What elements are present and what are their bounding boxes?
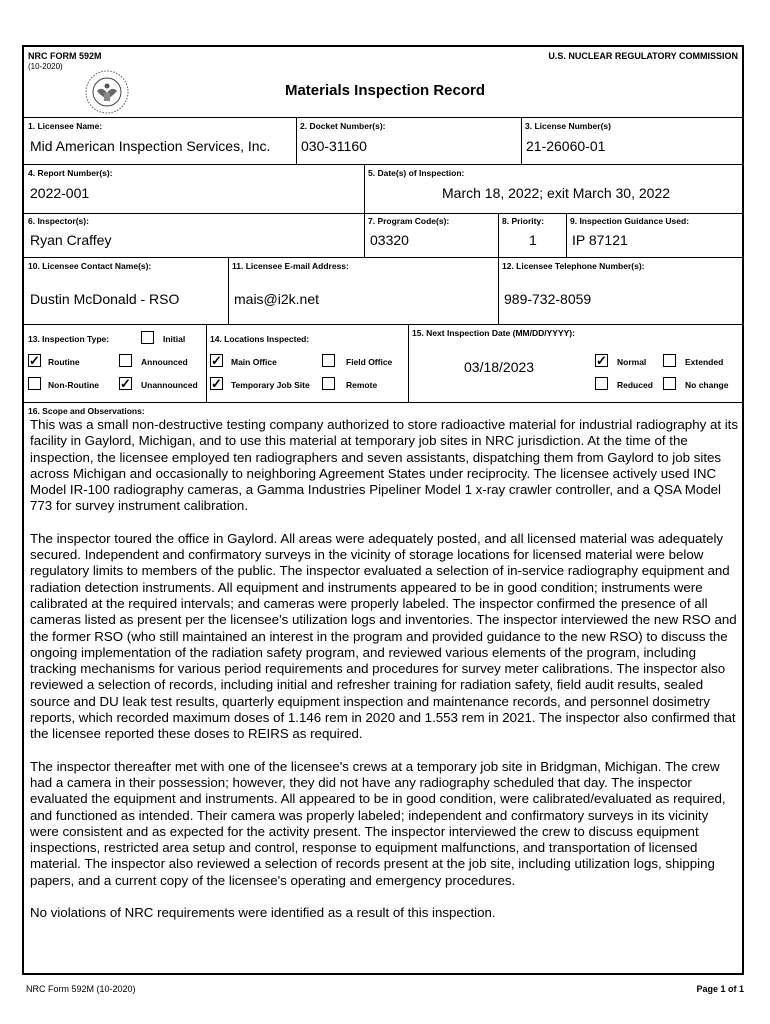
guidance-label: 9. Inspection Guidance Used: [570,216,690,226]
temporary-job-site-label: Temporary Job Site [231,380,310,390]
email-value: mais@i2k.net [234,291,320,307]
extended-checkbox[interactable] [663,354,676,367]
routine-label: Routine [48,357,80,367]
docket-value: 030-31160 [301,138,367,154]
scope-paragraph: No violations of NRC requirements were identified as a result of this inspection. [30,905,496,921]
report-value: 2022-001 [30,185,90,201]
agency-name: U.S. NUCLEAR REGULATORY COMMISSION [548,51,738,61]
inspector-value: Ryan Craffey [30,232,112,248]
phone-value: 989-732-8059 [504,291,592,307]
routine-checkbox[interactable]: ✓ [29,353,40,368]
footer-form: NRC Form 592M (10-2020) [26,984,136,994]
locations-label: 14. Locations Inspected: [210,334,310,344]
unannounced-label: Unannounced [141,380,198,390]
inspection-form [22,45,744,975]
scope-text [30,417,740,937]
license-value: 21-26060-01 [526,138,606,154]
docket-label: 2. Docket Number(s): [300,121,386,131]
licensee-name-label: 1. Licensee Name: [28,121,103,131]
normal-checkbox[interactable]: ✓ [596,353,607,368]
normal-label: Normal [617,357,647,367]
non-routine-label: Non-Routine [48,380,99,390]
page-title: Materials Inspection Record [284,82,486,99]
contact-value: Dustin McDonald - RSO [30,291,180,307]
contact-label: 10. Licensee Contact Name(s): [28,261,152,271]
phone-label: 12. Licensee Telephone Number(s): [502,261,645,271]
scope-paragraph: The inspector toured the office in Gaylord. All areas were adequately posted, and all licensed material was adequately secured. Independent and confirmatory surveys in the vicinity of storage locations for licensed material were below regulatory limits to members of the public. The inspector evaluated a selection of in-service radiography equipment and radiation detection instruments. All equipment and instruments appeared to be in good condition; instruments were calibrated at the required intervals; and cameras were properly labeled. The inspector confirmed the presence of all cameras listed as present per the licensee's utilization logs and inventories. The inspector interviewed the new RSO and the former RSO (who still maintained an interest in the program and provided guidance to the new RSO) to discuss the ongoing implementation of the radiation safety program, and reviewed various elements of the program, including tracking mechanisms for various period requirements and procedures for survey meter calibrations. The inspector also reviewed a selection of records, including initial and refresher training for radiation safety, field audit results, sealed source and DU leak test results, quarterly equipment inspection and maintenance records, and personnel dosimetry reports, which recorded maximum doses of 1.146 rem in 2020 and 1.553 rem in 2021. The inspector also confirmed that the licensee reported these doses to REIRS as required. [30,530,737,742]
footer-page: Page 1 of 1 [696,984,744,994]
next-inspection-label: 15. Next Inspection Date (MM/DD/YYYY): [412,328,575,338]
remote-checkbox[interactable] [322,377,335,390]
reduced-label: Reduced [617,380,653,390]
main-office-label: Main Office [231,357,277,367]
form-number: NRC FORM 592M [28,51,102,61]
license-label: 3. License Number(s) [525,121,611,131]
form-date: (10-2020) [28,62,63,71]
remote-label: Remote [346,380,378,390]
guidance-value: IP 87121 [572,232,628,248]
field-office-checkbox[interactable] [322,354,335,367]
no-change-label: No change [685,380,729,390]
scope-paragraph: The inspector thereafter met with one of the licensee's crews at a temporary job site in Bridgman, Michigan. The crew had a camera in their possession; however, they did not have any radiography scheduled that day. The inspector evaluated the equipment and instruments. All appeared to be in good condition, were calibrated/evaluated as required, and functioned as intended. Their camera was properly labeled; independent and confirmatory surveys in its vicinity were consistent and as expected for the activity present. The inspector interviewed the crew to discuss equipment inspections, restricted area setup and control, response to equipment malfunctions, and transportation of licensed material. The inspector also reviewed a selection of records present at the job site, including utilization logs, shipping papers, and a current copy of the licensee's operating and emergency procedures. [30,758,726,888]
scope-label: 16. Scope and Observations: [28,406,145,416]
non-routine-checkbox[interactable] [28,377,41,390]
field-office-label: Field Office [346,357,393,367]
no-change-checkbox[interactable] [663,377,676,390]
report-label: 4. Report Number(s): [28,168,113,178]
dates-label: 5. Date(s) of Inspection: [368,168,465,178]
announced-checkbox[interactable] [119,354,132,367]
email-label: 11. Licensee E-mail Address: [232,261,349,271]
unannounced-checkbox[interactable]: ✓ [120,376,131,391]
dates-value: March 18, 2022; exit March 30, 2022 [442,185,671,201]
priority-label: 8. Priority: [502,216,545,226]
initial-label: Initial [163,334,186,344]
announced-label: Announced [141,357,188,367]
main-office-checkbox[interactable]: ✓ [211,353,222,368]
program-code-label: 7. Program Code(s): [368,216,450,226]
temporary-job-site-checkbox[interactable]: ✓ [211,376,222,391]
licensee-name-value: Mid American Inspection Services, Inc. [30,138,271,154]
extended-label: Extended [685,357,724,367]
reduced-checkbox[interactable] [595,377,608,390]
initial-checkbox[interactable] [141,331,154,344]
next-inspection-date: 03/18/2023 [464,359,535,375]
program-code-value: 03320 [370,232,409,248]
scope-paragraph: This was a small non-destructive testing company authorized to store radioactive material for industrial radiography at its facility in Gaylord, Michigan, and to use this material at temporary job sites in NRC jurisdiction. At the time of the inspection, the licensee employed ten radiographers and seven assistants, dispatching them from Gaylord to job sites across Michigan and occasionally to neighboring Agreement States under reciprocity. The licensee actively used INC Model IR-100 radiography cameras, a Gamma Industries Pipeliner Model 1 x-ray crawler controller, and a QSA Model 773 for survey instrument calibration. [30,417,739,514]
priority-value: 1 [529,232,537,248]
inspector-label: 6. Inspector(s): [28,216,89,226]
inspection-type-label: 13. Inspection Type: [28,334,110,344]
